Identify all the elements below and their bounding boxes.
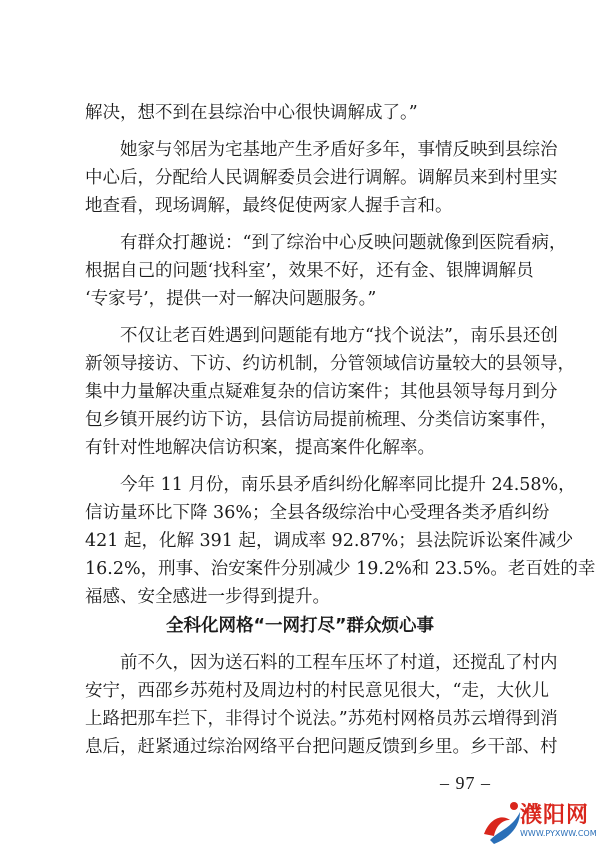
- text-line: 421 起，化解 391 起，调成率 92.87%；县法院诉讼案件减少: [85, 531, 574, 551]
- text-line: 她家与邻居为宅基地产生矛盾好多年，事情反映到县综治: [120, 140, 558, 160]
- text-line: 集中力量解决重点疑难复杂的信访案件；其他县领导每月到分: [85, 382, 558, 402]
- text-line: ‘专家号’，提供一对一解决问题服务。”: [85, 289, 377, 309]
- text-line: 16.2%，刑事、治安案件分别减少 19.2%和 23.5%。老百姓的幸: [85, 559, 596, 579]
- text-line: 安宁，西邵乡苏苑村及周边村的村民意见很大，“走，大伙儿: [85, 681, 549, 701]
- watermark-url: WWW.PYXWW.COM: [520, 829, 597, 838]
- text-line: 上路把那车拦下，非得讨个说法。”苏苑村网格员苏云増得到消: [85, 709, 558, 729]
- text-line: 有群众打趣说：“到了综治中心反映问题就像到医院看病，: [120, 233, 567, 253]
- text-line: 根据自己的问题‘找科室’，效果不好，还有金、银牌调解员: [85, 261, 534, 281]
- section-heading: 全科化网格“一网打尽”群众烦心事: [165, 616, 434, 636]
- text-line: 今年 11 月份，南乐县矛盾纠纷化解率同比提升 24.58%，: [120, 475, 576, 495]
- text-line: 息后，赶紧通过综治网络平台把问题反馈到乡里。乡干部、村: [85, 737, 558, 757]
- text-line: 地查看，现场调解，最终促使两家人握手言和。: [85, 196, 453, 216]
- text-line: 包乡镇开展约访下访，县信访局提前梳理、分类信访案事件，: [85, 410, 558, 430]
- text-line: 前不久，因为送石料的工程车压坏了村道，还搅乱了村内: [120, 653, 558, 673]
- text-line: 福感、安全感进一步得到提升。: [85, 587, 330, 607]
- watermark-name: 濮阳网: [520, 803, 590, 828]
- text-line: 新领导接访、下访、约访机制，分管领域信访量较大的县领导，: [85, 354, 575, 374]
- text-line: 解决，想不到在县综治中心很快调解成了。”: [85, 103, 418, 123]
- page-number: – 97 –: [440, 773, 491, 793]
- text-line: 不仅让老百姓遇到问题能有地方“找个说法”，南乐县还创: [120, 326, 558, 346]
- text-line: 信访量环比下降 36%；全县各级综治中心受理各类矛盾纠纷: [85, 503, 550, 523]
- text-line: 有针对性地解决信访积案，提高案件化解率。: [85, 438, 435, 458]
- text-line: 中心后，分配给人民调解委员会进行调解。调解员来到村里实: [85, 168, 558, 188]
